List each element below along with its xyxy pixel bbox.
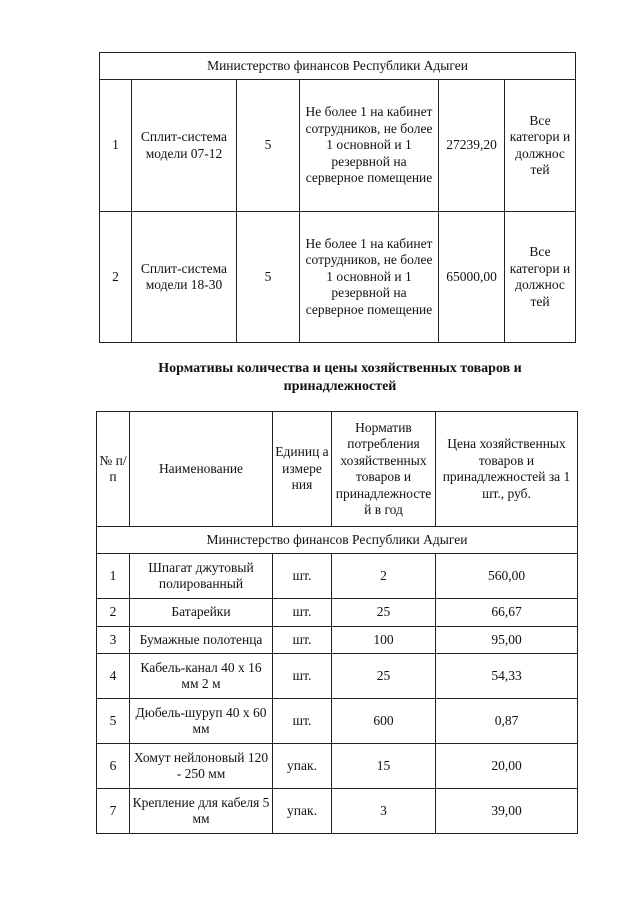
- item-quantity: 5: [237, 212, 300, 343]
- item-price: 66,67: [436, 599, 578, 627]
- item-price: 65000,00: [439, 212, 505, 343]
- item-norm: 25: [332, 654, 436, 699]
- item-price: 27239,20: [439, 80, 505, 212]
- row-number: 1: [100, 80, 132, 212]
- table-row: [97, 627, 578, 654]
- item-category: Все категори и должнос тей: [505, 80, 576, 212]
- item-unit: упак.: [273, 744, 332, 789]
- item-name: Крепление для кабеля 5 мм: [130, 789, 273, 834]
- item-norm: 100: [332, 627, 436, 654]
- row-number: 6: [97, 744, 130, 789]
- item-name: Сплит-система модели 18-30: [132, 212, 237, 343]
- item-norm: 15: [332, 744, 436, 789]
- item-norm: 600: [332, 699, 436, 744]
- item-name: Батарейки: [130, 599, 273, 627]
- table-row: [97, 744, 578, 789]
- item-norm: 3: [332, 789, 436, 834]
- header-price: Цена хозяйственных товаров и принадлежностей за 1 шт., руб.: [436, 412, 578, 527]
- item-price: 54,33: [436, 654, 578, 699]
- row-number: 4: [97, 654, 130, 699]
- item-price: 560,00: [436, 554, 578, 599]
- item-price: 95,00: [436, 627, 578, 654]
- item-name: Кабель-канал 40 х 16 мм 2 м: [130, 654, 273, 699]
- item-norm: 2: [332, 554, 436, 599]
- item-name: Сплит-система модели 07-12: [132, 80, 237, 212]
- section-title: Министерство финансов Республики Адыгеи: [97, 527, 578, 554]
- row-number: 2: [97, 599, 130, 627]
- table-section-row: [97, 527, 578, 554]
- header-norm: Норматив потребления хозяйственных товаров и принадлежносте й в год: [332, 412, 436, 527]
- item-unit: шт.: [273, 554, 332, 599]
- item-unit: шт.: [273, 654, 332, 699]
- table-row: [97, 654, 578, 699]
- item-name: Бумажные полотенца: [130, 627, 273, 654]
- row-number: 3: [97, 627, 130, 654]
- item-price: 20,00: [436, 744, 578, 789]
- row-number: 2: [100, 212, 132, 343]
- header-name: Наименование: [130, 412, 273, 527]
- item-norm: 25: [332, 599, 436, 627]
- table-header-row: [97, 412, 578, 527]
- section-title: Министерство финансов Республики Адыгеи: [100, 53, 576, 80]
- item-name: Хомут нейлоновый 120 - 250 мм: [130, 744, 273, 789]
- equipment-table: [99, 52, 576, 343]
- item-quantity: 5: [237, 80, 300, 212]
- item-unit: упак.: [273, 789, 332, 834]
- table-section-row: [100, 53, 576, 80]
- household-goods-table: [96, 411, 578, 834]
- header-unit: Единиц а измере ния: [273, 412, 332, 527]
- row-number: 1: [97, 554, 130, 599]
- section-heading: Нормативы количества и цены хозяйственных товаров и принадлежностей: [158, 361, 522, 394]
- item-price: 39,00: [436, 789, 578, 834]
- table-row: [97, 554, 578, 599]
- item-unit: шт.: [273, 699, 332, 744]
- table-row: [100, 80, 576, 212]
- item-name: Дюбель-шуруп 40 х 60 мм: [130, 699, 273, 744]
- table-row: [97, 699, 578, 744]
- row-number: 7: [97, 789, 130, 834]
- item-note: Не более 1 на кабинет сотрудников, не более 1 основной и 1 резервной на серверное помещение: [300, 80, 439, 212]
- item-unit: шт.: [273, 599, 332, 627]
- table-row: [100, 212, 576, 343]
- table-row: [97, 599, 578, 627]
- item-price: 0,87: [436, 699, 578, 744]
- item-name: Шпагат джутовый полированный: [130, 554, 273, 599]
- item-note: Не более 1 на кабинет сотрудников, не более 1 основной и 1 резервной на серверное помещение: [300, 212, 439, 343]
- row-number: 5: [97, 699, 130, 744]
- item-unit: шт.: [273, 627, 332, 654]
- item-category: Все категори и должнос тей: [505, 212, 576, 343]
- header-number: № п/п: [97, 412, 130, 527]
- table-row: [97, 789, 578, 834]
